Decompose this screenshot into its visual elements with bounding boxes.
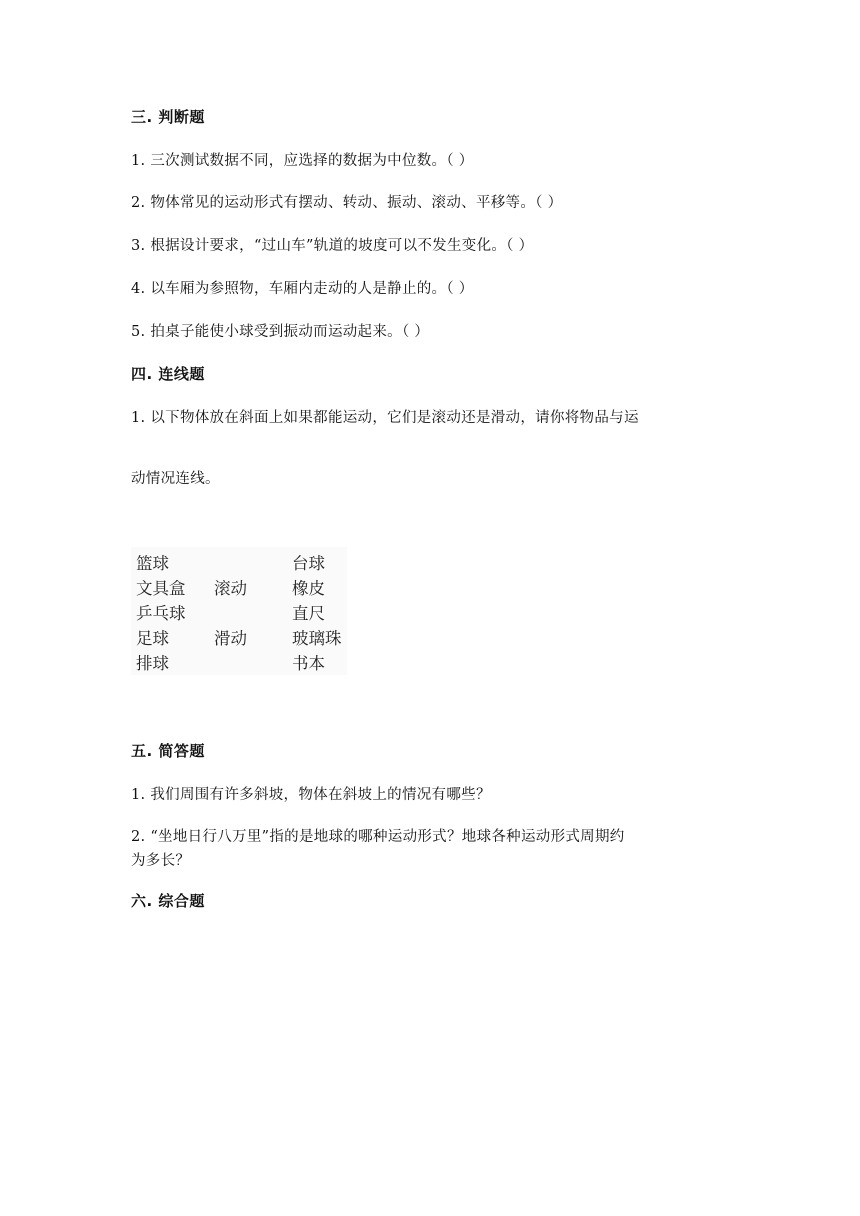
question-3-3: 3. 根据设计要求，“过山车”轨道的坡度可以不发生变化。（ ） xyxy=(131,238,534,254)
left-item: 排球 xyxy=(136,654,169,673)
question-4-1-line2: 动情况连线。 xyxy=(131,471,220,487)
right-item: 台球 xyxy=(292,554,325,573)
left-item: 文具盒 xyxy=(136,579,186,598)
left-item: 足球 xyxy=(136,629,169,648)
section-6-title: 六. 综合题 xyxy=(131,892,205,910)
question-3-4: 4. 以车厢为参照物，车厢内走动的人是静止的。（ ） xyxy=(131,281,474,297)
question-3-5: 5. 拍桌子能使小球受到振动而运动起来。（ ） xyxy=(131,324,430,340)
question-5-2-line2: 为多长？ xyxy=(131,853,191,869)
right-item: 玻璃珠 xyxy=(292,629,342,648)
left-item: 篮球 xyxy=(136,554,169,573)
section-3-title: 三. 判断题 xyxy=(131,108,205,126)
matching-figure xyxy=(131,547,347,675)
question-5-2-line1: 2. “坐地日行八万里”指的是地球的哪种运动形式？地球各种运动形式周期约 xyxy=(131,829,625,845)
section-4-title: 四. 连线题 xyxy=(131,365,205,383)
right-item: 书本 xyxy=(292,654,325,673)
section-5-title: 五. 简答题 xyxy=(131,742,205,760)
question-3-1: 1. 三次测试数据不同，应选择的数据为中位数。（ ） xyxy=(131,153,474,169)
motion-sliding: 滑动 xyxy=(214,629,247,648)
left-item: 乒乓球 xyxy=(136,604,186,623)
right-item: 直尺 xyxy=(292,604,325,623)
right-item: 橡皮 xyxy=(292,579,325,598)
question-3-2: 2. 物体常见的运动形式有摆动、转动、振动、滚动、平移等。（ ） xyxy=(131,195,563,211)
question-5-1: 1. 我们周围有许多斜坡，物体在斜坡上的情况有哪些？ xyxy=(131,787,491,803)
question-4-1-line1: 1. 以下物体放在斜面上如果都能运动，它们是滚动还是滑动，请你将物品与运 xyxy=(131,410,639,426)
motion-rolling: 滚动 xyxy=(214,579,247,598)
